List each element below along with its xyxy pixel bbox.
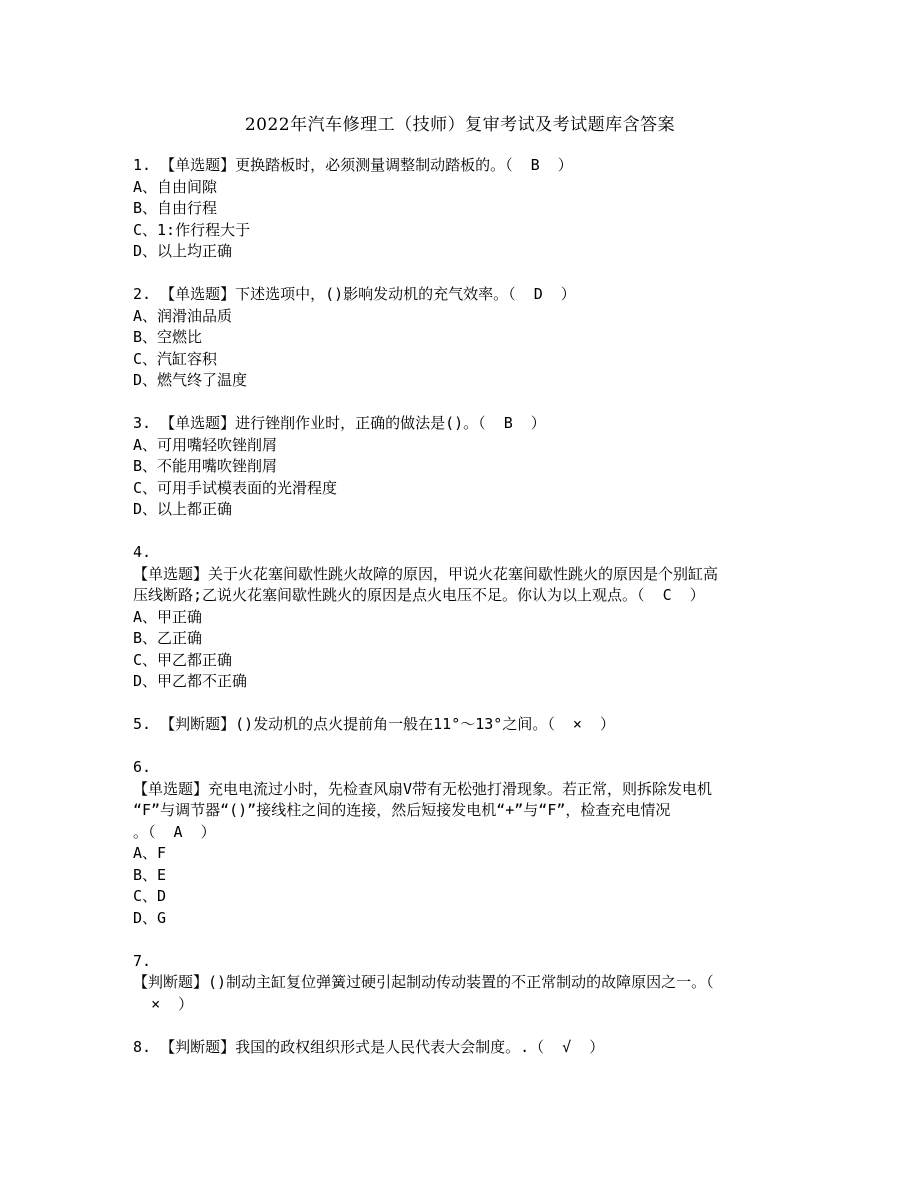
question-item xyxy=(133,542,793,693)
question-text-line: C、汽缸容积 xyxy=(133,349,218,368)
question-item xyxy=(133,413,793,521)
question-text-line: A、自由间隙 xyxy=(133,177,218,196)
question-item xyxy=(133,1037,793,1059)
question-stem-line: 2. 【单选题】下述选项中，()影响发动机的充气效率。（ D ） xyxy=(133,285,576,303)
question-stem-line: 5. 【判断题】()发动机的点火提前角一般在11°～13°之间。（ × ） xyxy=(133,715,615,733)
question-item xyxy=(133,757,793,929)
question-text-line: C、可用手试模表面的光滑程度 xyxy=(133,478,338,497)
question-text-line: “F”与调节器“()”接线柱之间的连接，然后短接发电机“+”与“F”，检查充电情况 xyxy=(133,801,671,819)
question-text-line: B、自由行程 xyxy=(133,199,218,217)
question-text-line: C、甲乙都正确 xyxy=(133,650,233,669)
question-text-line: B、不能用嘴吹锉削屑 xyxy=(133,457,278,475)
question-text-line: 。（ A ） xyxy=(133,822,216,841)
question-text-line: A、F xyxy=(133,844,167,862)
question-item xyxy=(133,284,793,392)
question-text-line: C、D xyxy=(133,887,167,905)
question-text-line: 压线断路;乙说火花塞间歇性跳火的原因是点火电压不足。你认为以上观点。（ C ） xyxy=(133,586,705,604)
question-text-line: D、甲乙都不正确 xyxy=(133,672,248,690)
question-text-line: B、E xyxy=(133,865,167,884)
question-stem-line: 7. xyxy=(133,951,152,970)
question-text-line: D、G xyxy=(133,908,167,927)
question-stem-line: 3. 【单选题】进行锉削作业时，正确的做法是()。（ B ） xyxy=(133,414,546,432)
question-text-line: 【判断题】()制动主缸复位弹簧过硬引起制动传动装置的不正常制动的故障原因之一。（ xyxy=(133,973,714,991)
question-stem-line: 8. 【判断题】我国的政权组织形式是人民代表大会制度。.（ √ ） xyxy=(133,1037,605,1056)
question-text-line: D、以上都正确 xyxy=(133,500,233,518)
question-stem-line: 1. 【单选题】更换踏板时，必须测量调整制动踏板的。（ B ） xyxy=(133,156,573,174)
question-text-line: 【单选题】关于火花塞间歇性跳火故障的原因，甲说火花塞间歇性跳火的原因是个别缸高 xyxy=(133,564,719,583)
question-text-line: B、乙正确 xyxy=(133,629,203,647)
question-text-line: 【单选题】充电电流过小时，先检查风扇V带有无松弛打滑现象。若正常，则拆除发电机 xyxy=(133,779,713,798)
question-text-line: × ） xyxy=(133,994,194,1013)
question-text-line: A、可用嘴轻吹锉削屑 xyxy=(133,435,278,454)
question-stem-line: 4. xyxy=(133,543,152,561)
question-item xyxy=(133,714,793,736)
question-text-line: A、甲正确 xyxy=(133,607,203,626)
page-title: 2022年汽车修理工（技师）复审考试及考试题库含答案 xyxy=(244,115,676,135)
question-list xyxy=(133,155,793,1080)
question-text-line: A、润滑油品质 xyxy=(133,306,233,325)
question-stem-line: 6. xyxy=(133,758,152,776)
question-text-line: D、燃气终了温度 xyxy=(133,371,248,389)
question-item xyxy=(133,155,793,263)
question-text-line: D、以上均正确 xyxy=(133,242,233,260)
question-text-line: C、1:作行程大于 xyxy=(133,220,251,239)
question-text-line: B、空燃比 xyxy=(133,328,203,346)
question-item xyxy=(133,951,793,1016)
